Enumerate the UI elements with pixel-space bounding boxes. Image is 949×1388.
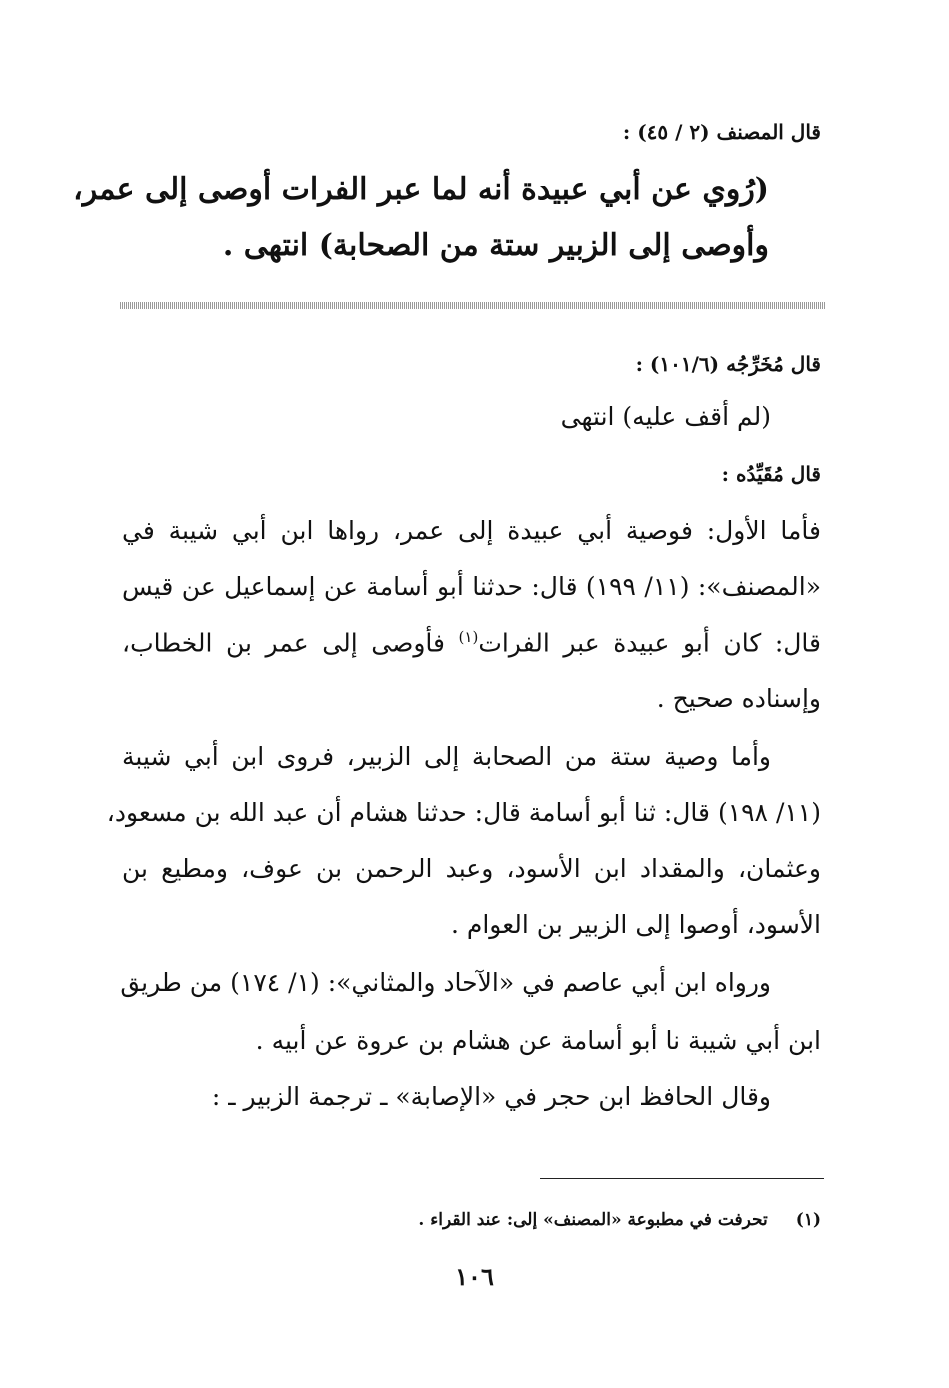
footnote-divider	[540, 1178, 824, 1179]
para1-line-3-end: فأوصى إلى عمر بن الخطاب،	[122, 628, 459, 658]
para1-line-2: «المصنف»: (١١/ ١٩٩) قال: حدثنا أبو أسامة عن إسماعيل عن قيس	[122, 572, 821, 601]
para1-line-1: فأما الأول: فوصية أبي عبيدة إلى عمر، رواها ابن أبي شيبة في	[122, 516, 821, 545]
para2-line-4: الأسود، أوصوا إلى الزبير بن العوام .	[450, 910, 821, 939]
para3-line-1: ورواه ابن أبي عاصم في «الآحاد والمثاني»: (١/ ١٧٤) من طريق	[120, 968, 771, 997]
para3-line-2: ابن أبي شيبة نا أبو أسامة عن هشام بن عروة عن أبيه .	[255, 1026, 821, 1055]
section-divider	[120, 302, 826, 309]
para2-line-2: (١١/ ١٩٨) قال: ثنا أبو أسامة قال: حدثنا هشام أن عبد الله بن مسعود،	[106, 798, 821, 827]
footnote-1	[418, 1210, 821, 1230]
quote-line-2: وأوصى إلى الزبير ستة من الصحابة) انتهى .	[222, 228, 769, 263]
heading-muqayyid: قال مُقَيِّدُه :	[721, 462, 821, 486]
para1-line-3	[122, 628, 821, 657]
para4-line-1: وقال الحافظ ابن حجر في «الإصابة» ـ ترجمة الزبير ـ :	[211, 1082, 771, 1111]
para1-line-3-start: قال: كان أبو عبيدة عبر الفرات	[478, 628, 821, 658]
page-number: ١٠٦	[455, 1262, 494, 1291]
para1-line-4: وإسناده صحيح .	[656, 684, 821, 713]
para2-line-1: وأما وصية ستة من الصحابة إلى الزبير، فروى ابن أبي شيبة	[122, 742, 771, 771]
para2-line-3: وعثمان، والمقداد ابن الأسود، وعبد الرحمن بن عوف، ومطيع بن	[122, 854, 821, 883]
footnote-number: (١)	[795, 1210, 821, 1230]
heading-author-quote: قال المصنف (٢ / ٤٥) :	[622, 120, 821, 144]
mukharrij-text: (لم أقف عليه) انتهى	[560, 402, 771, 431]
heading-mukharrij: قال مُخَرِّجُه (١٠١/٦) :	[635, 352, 821, 376]
footnote-text: تحرفت في مطبوعة «المصنف» إلى: عند القراء .	[418, 1210, 768, 1230]
footnote-ref-1: (١)	[458, 628, 479, 646]
quote-line-1: (رُوي عن أبي عبيدة أنه لما عبر الفرات أوصى إلى عمر،	[73, 172, 769, 207]
